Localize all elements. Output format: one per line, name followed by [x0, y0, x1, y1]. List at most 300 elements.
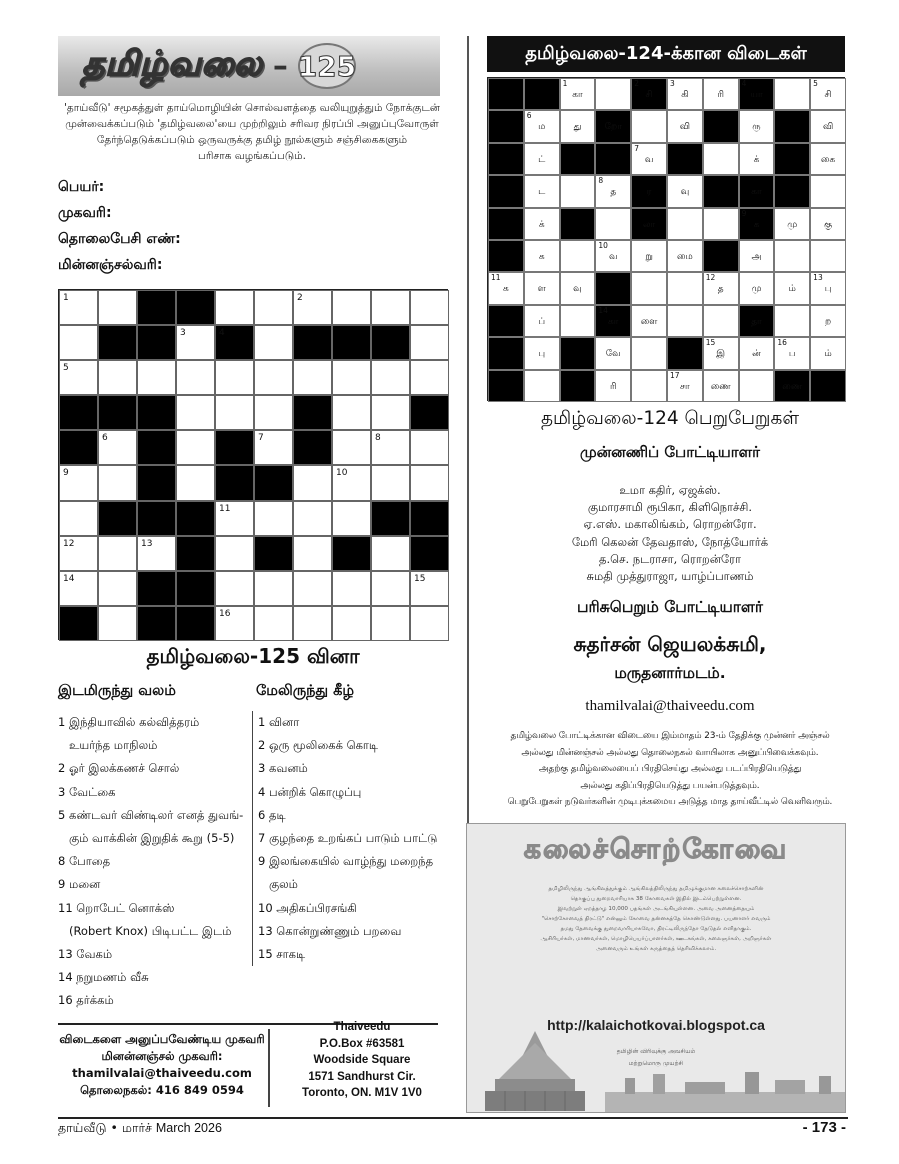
answer-letter: கை [820, 154, 836, 165]
grid-cell-black [98, 501, 137, 536]
grid-cell[interactable] [371, 606, 410, 641]
grid-cell-black [410, 536, 449, 571]
down-clue: 13 கொன்றுண்ணும் பறவை [258, 923, 402, 938]
ad-tagline: தமிழின் விரிவுக்கு அவசியம் [616, 1048, 696, 1055]
answer-cell-black [595, 272, 631, 304]
grid-cell[interactable] [215, 290, 254, 325]
answer-cell-black [774, 143, 810, 175]
grid-cell[interactable] [59, 536, 98, 571]
answer-cell [810, 337, 846, 369]
grid-cell[interactable] [293, 606, 332, 641]
intro-line: 'தாய்வீடு' சமூகத்துள் தாய்மொழியின் சொல்வளத்தை வலியுறுத்தும் நோக்குடன் [64, 102, 440, 114]
answer-cell [595, 240, 631, 272]
ad-body-line: தமது தேவைக்கு துறைவாரியாகவோ, திரட்டிலிருந்தோ தேடுதல் எளிதாகும். [560, 926, 752, 932]
frontrunners-heading: முன்னணிப் போட்டியாளர் [579, 443, 761, 461]
footer-divider [58, 1117, 848, 1119]
across-clue: 8 போதை [58, 854, 111, 869]
answer-letter: க [753, 219, 760, 230]
answer-cell [524, 272, 560, 304]
answer-letter: ன் [752, 349, 761, 360]
grid-cell[interactable] [410, 360, 449, 395]
grid-cell-black [176, 290, 215, 325]
grid-cell[interactable] [254, 571, 293, 606]
answer-letter: து [573, 122, 582, 133]
across-clue: (Robert Knox) பிடிபட்ட இடம் [58, 923, 232, 938]
grid-cell[interactable] [98, 571, 137, 606]
answer-cell [488, 272, 524, 304]
grid-cell[interactable] [59, 360, 98, 395]
answer-cell [595, 208, 631, 240]
clue-number: 13 [141, 538, 153, 549]
answer-letter: ரி [610, 381, 617, 392]
answer-cell [524, 143, 560, 175]
answer-cell [595, 370, 631, 402]
answer-cell-black [560, 337, 596, 369]
answer-number: 16 [777, 338, 787, 348]
grid-cell-black [332, 536, 371, 571]
down-clue: 6 தடி [258, 807, 286, 822]
grid-cell[interactable] [98, 360, 137, 395]
ad-body [497, 884, 815, 954]
answer-letter: மு [787, 219, 798, 230]
answer-letter: கா [608, 316, 619, 327]
page-number: - 173 - [802, 1119, 846, 1136]
answer-cell-black [631, 78, 667, 110]
prize-winner-place: மருதனார்மடம். [614, 664, 726, 682]
across-clue: 9 மனை [58, 877, 101, 892]
grid-cell[interactable] [371, 571, 410, 606]
answer-cell-black [595, 143, 631, 175]
answer-cell-black [488, 208, 524, 240]
answer-letter: மு [751, 284, 762, 295]
grid-cell[interactable] [98, 290, 137, 325]
grid-cell[interactable] [371, 290, 410, 325]
answer-letter: சி [645, 90, 653, 100]
answer-number: 10 [598, 240, 608, 250]
ad-url-link[interactable]: http://kalaichotkovai.blogspot.ca [547, 1017, 765, 1033]
answer-cell-black [560, 370, 596, 402]
grid-cell[interactable] [410, 325, 449, 360]
answer-letter: சி [824, 90, 832, 100]
answer-cell-black [739, 78, 775, 110]
note-line: அதற்கு தமிழ்வலையைப் பிரதிசெய்து அல்லது படப்பிரதியெடுத்து [538, 764, 802, 774]
grid-cell[interactable] [410, 430, 449, 465]
answer-cell [810, 240, 846, 272]
answer-letter: று [645, 251, 653, 262]
answer-cell [739, 337, 775, 369]
grid-cell[interactable] [332, 430, 371, 465]
answer-cell [595, 78, 631, 110]
grid-cell[interactable] [98, 536, 137, 571]
note-line: பெறுபேறுகள் நடுவர்களின் முடிபுக்கமைய அடுத்த மாத தாய்வீட்டில் வெளிவரும். [507, 797, 833, 807]
grid-cell[interactable] [254, 325, 293, 360]
submission-email[interactable]: thamilvalai@thaiveedu.com [72, 1066, 252, 1080]
answer-letter: ம் [788, 284, 796, 295]
across-clue: 5 கண்டவர் விண்டிலர் எனத் துவங்- [58, 807, 244, 822]
ad-body-line: தொகுப்பு துறைவாரியாக 38 கோவைகள் இதில் இடம்பெற்றுள்ளன. [570, 896, 742, 902]
answer-cell [703, 208, 739, 240]
answer-letter: க [503, 284, 509, 295]
answer-cell [524, 110, 560, 142]
answer-cell [524, 337, 560, 369]
grid-cell-black [98, 395, 137, 430]
grid-cell-black [410, 501, 449, 536]
grid-cell[interactable] [215, 360, 254, 395]
across-clue: 11 றொபேட் னொக்ஸ் [58, 900, 175, 915]
magazine-name: தாய்வீடு [58, 1120, 107, 1135]
grid-cell[interactable] [59, 465, 98, 500]
answer-cell [631, 305, 667, 337]
answer-cell-black [739, 175, 775, 207]
grid-cell-black [371, 501, 410, 536]
prize-winner-heading: பரிசுபெறும் போட்டியாளர் [576, 598, 763, 616]
results-title: தமிழ்வலை-124 பெறுபேறுகள் [540, 408, 800, 429]
ad-body-line: ஆசிரியர்கள், மாணவர்கள், மொழிபெயர்ப்பாளர்கள், ஊடகங்கள், கலைஞர்கள், அறிஞர்கள் [540, 936, 772, 942]
grid-cell[interactable] [98, 606, 137, 641]
answer-cell [774, 305, 810, 337]
answer-grid [487, 77, 845, 401]
grid-cell[interactable] [332, 606, 371, 641]
grid-cell[interactable] [332, 501, 371, 536]
answer-cell [667, 175, 703, 207]
answer-cell [524, 175, 560, 207]
grid-cell[interactable] [215, 606, 254, 641]
grid-cell[interactable] [293, 501, 332, 536]
grid-cell[interactable] [176, 395, 215, 430]
answer-letter: வு [573, 284, 582, 295]
answer-cell [560, 272, 596, 304]
note-line: அல்லது மின்னஞ்சல் அல்லது தொலைநகல் வாயிலாக அனுப்பிவைக்கவும். [521, 747, 819, 758]
answer-cell [560, 240, 596, 272]
answer-cell [631, 143, 667, 175]
answer-letter: க [538, 251, 545, 262]
grid-cell[interactable] [254, 606, 293, 641]
grid-cell[interactable] [137, 360, 176, 395]
bullet: • [110, 1120, 118, 1135]
grid-cell-black [176, 571, 215, 606]
grid-cell[interactable] [332, 571, 371, 606]
month-tamil: மார்ச் [121, 1120, 152, 1135]
crossword-grid [58, 289, 448, 640]
ruins-illustration [605, 1064, 845, 1112]
grid-cell[interactable] [371, 430, 410, 465]
answer-cell [667, 240, 703, 272]
grid-cell[interactable] [410, 290, 449, 325]
logo-number-badge: 125 [298, 43, 356, 89]
advertisement[interactable] [466, 823, 846, 1113]
answer-cell-black [703, 175, 739, 207]
answer-letter: க் [538, 219, 545, 230]
answer-cell [524, 305, 560, 337]
logo-text: தமிழ்வலை [82, 44, 263, 84]
grid-cell[interactable] [176, 465, 215, 500]
across-clue-list [58, 711, 250, 1013]
grid-cell[interactable] [98, 465, 137, 500]
frontrunner-name: ஏ.எஸ். மகாலிங்கம், ரொறன்ரோ. [583, 517, 757, 532]
answer-letter: வி [822, 122, 834, 133]
grid-cell[interactable] [332, 360, 371, 395]
grid-cell[interactable] [293, 290, 332, 325]
grid-cell[interactable] [59, 290, 98, 325]
grid-cell[interactable] [215, 395, 254, 430]
answer-letter: த [610, 187, 617, 198]
down-clue: குலம் [258, 877, 298, 892]
across-clue: 3 வேட்கை [58, 784, 116, 799]
answer-cell [631, 370, 667, 402]
submission-email-label: மினன்னஞ்சல் முகவரி: [101, 1049, 223, 1063]
contact-email[interactable]: thamilvalai@thaiveedu.com [585, 698, 755, 714]
grid-cell[interactable] [254, 501, 293, 536]
answer-cell-black [810, 370, 846, 402]
ad-body-line: இவற்றுள் ஏறத்தாழ 10,000 பதங்கள் அடங்கியுள்ளன. அவை அனைத்தையும் [557, 906, 755, 912]
grid-cell-black [137, 606, 176, 641]
answer-letter: ட் [538, 154, 546, 165]
answer-cell [810, 208, 846, 240]
grid-cell[interactable] [293, 536, 332, 571]
answer-cell [667, 78, 703, 110]
grid-cell[interactable] [332, 465, 371, 500]
clue-number: 16 [219, 608, 231, 619]
answer-cell-black [488, 110, 524, 142]
answer-cell-black [774, 175, 810, 207]
down-heading: மேலிருந்து கீழ் [256, 683, 355, 699]
answer-cell [667, 110, 703, 142]
email-field-label[interactable]: மின்னஞ்சல்வரி: [58, 257, 163, 273]
grid-cell[interactable] [371, 360, 410, 395]
answer-letter: அ [751, 251, 762, 262]
grid-cell-black [254, 465, 293, 500]
answer-cell [667, 208, 703, 240]
grid-cell[interactable] [59, 571, 98, 606]
answer-letter: ற [825, 316, 832, 327]
answer-cell [703, 370, 739, 402]
answer-cell-black [488, 143, 524, 175]
answer-letter: ட [538, 187, 546, 198]
answer-cell [774, 78, 810, 110]
answer-cell-black [631, 208, 667, 240]
answer-cell-black [703, 110, 739, 142]
frontrunner-name: உமா கதிர், ஏஜக்ஸ். [619, 483, 721, 497]
answer-letter: ரு [752, 122, 761, 133]
ad-body-line: அனைவரும் உங்கள் கருத்தைத் தெரிவிக்கலாம். [595, 946, 717, 952]
grid-cell-black [332, 325, 371, 360]
answer-letter: வே [605, 349, 621, 360]
answer-cell [703, 143, 739, 175]
answer-number: 17 [669, 370, 680, 380]
answer-cell-black [774, 110, 810, 142]
answer-cell [774, 240, 810, 272]
answer-number: 1 [562, 79, 568, 88]
answer-cell [560, 78, 596, 110]
grid-cell-black [137, 571, 176, 606]
grid-cell[interactable] [59, 501, 98, 536]
month-english: March 2026 [155, 1121, 222, 1135]
answer-number: 12 [705, 273, 716, 283]
answer-cell-black [631, 175, 667, 207]
grid-cell[interactable] [176, 430, 215, 465]
answer-letter: த [717, 284, 724, 295]
grid-cell[interactable] [410, 606, 449, 641]
answer-letter: லா [642, 219, 656, 230]
answer-cell-black [595, 305, 631, 337]
grid-cell[interactable] [59, 325, 98, 360]
note-line: தமிழ்வலை போட்டிக்கான விடையை இம்மாதம் 23-ம் தேதிக்கு முன்னர் அஞ்சல் [510, 731, 830, 741]
down-clue: 15 சாகடி [258, 947, 306, 962]
answer-letter: ளை [640, 316, 658, 327]
grid-cell[interactable] [332, 395, 371, 430]
grid-cell[interactable] [254, 290, 293, 325]
answer-cell [524, 208, 560, 240]
submission-fax: தொலைநகல்: 416 849 0594 [80, 1083, 244, 1097]
clue-number: 14 [63, 573, 75, 584]
grid-cell[interactable] [254, 430, 293, 465]
note-line: அல்லது கதிப்பிரதியெடுத்து பயன்படுத்தவும். [580, 780, 760, 791]
across-heading: இடமிருந்து வலம் [58, 683, 176, 699]
grid-cell[interactable] [293, 571, 332, 606]
answer-cell [739, 240, 775, 272]
grid-cell[interactable] [98, 430, 137, 465]
answer-letter: யா [750, 90, 763, 100]
answer-cell [739, 272, 775, 304]
across-clue: 2 ஓர் இலக்கணச் சொல் [58, 761, 180, 776]
grid-cell[interactable] [137, 536, 176, 571]
answer-cell [774, 272, 810, 304]
clue-number: 6 [102, 433, 108, 444]
answer-letter: ரி [717, 90, 724, 100]
intro-line: முன்வைக்கப்படும் 'தமிழ்வலை'யை முற்றிலும் சரிவர நிரப்பி அனுப்புவோருள் [65, 118, 439, 130]
grid-cell-black [215, 430, 254, 465]
answer-letter: இ [716, 349, 726, 360]
answer-letter: வி [679, 122, 690, 133]
clue-number: 1 [63, 293, 69, 303]
across-clue: 13 வேகம் [58, 947, 113, 962]
grid-cell[interactable] [371, 536, 410, 571]
answer-letter: ணை [782, 381, 803, 392]
grid-cell[interactable] [293, 465, 332, 500]
answer-cell [703, 78, 739, 110]
frontrunner-name: சுமதி முத்துராஜா, யாழ்ப்பாணம் [586, 569, 754, 584]
clue-number: 9 [63, 468, 69, 479]
postal-line: P.O.Box #63581 [319, 1037, 405, 1050]
grid-cell-black [137, 465, 176, 500]
grid-cell[interactable] [176, 325, 215, 360]
temple-illustration [475, 1029, 595, 1111]
clue-number: 4 [219, 328, 225, 339]
grid-cell[interactable] [215, 536, 254, 571]
submission-heading: விடைகளை அனுப்பவேண்டிய முகவரி [59, 1032, 265, 1046]
frontrunners-list [470, 482, 870, 585]
answer-letter: பு [824, 284, 832, 295]
answers-banner: தமிழ்வலை-124-க்கான விடைகள் [487, 36, 845, 72]
clue-number: 12 [63, 538, 75, 549]
answer-cell [774, 208, 810, 240]
footer-publication [58, 1120, 222, 1137]
clue-number: 3 [180, 328, 186, 339]
grid-cell[interactable] [254, 360, 293, 395]
grid-cell[interactable] [410, 465, 449, 500]
answer-cell-black [524, 78, 560, 110]
answer-cell [810, 305, 846, 337]
grid-cell-black [371, 325, 410, 360]
grid-cell[interactable] [410, 571, 449, 606]
answer-number: 15 [705, 338, 716, 348]
grid-cell[interactable] [215, 571, 254, 606]
answer-number: 11 [491, 273, 501, 283]
grid-cell[interactable] [215, 501, 254, 536]
answer-cell [810, 110, 846, 142]
answer-number: 14 [598, 305, 608, 315]
answer-letter: ம் [824, 349, 832, 360]
grid-cell-black [293, 325, 332, 360]
phone-field-label[interactable]: தொலைபேசி எண்: [58, 231, 181, 247]
answer-cell [703, 337, 739, 369]
intro-paragraph [58, 100, 446, 164]
answer-cell-black [739, 305, 775, 337]
across-clue: 14 நறுமணம் வீசு [58, 970, 149, 985]
answer-letter: ப் [538, 316, 546, 327]
clue-number: 2 [297, 293, 303, 303]
name-field-label[interactable]: பெயர்: [58, 179, 105, 195]
postal-line: Thaiveedu [333, 1021, 391, 1033]
clue-number: 8 [375, 433, 381, 444]
answer-number: 9 [741, 208, 747, 218]
divider [268, 1029, 270, 1107]
answer-cell [739, 110, 775, 142]
answer-cell [560, 175, 596, 207]
answer-letter: கா [751, 187, 762, 198]
answer-cell [560, 110, 596, 142]
across-clue: கும் வாக்கின் இறுதிக் கூறு (5-5) [58, 831, 235, 846]
clue-number: 7 [258, 433, 264, 444]
grid-cell-black [59, 395, 98, 430]
answer-number: 3 [669, 79, 675, 88]
across-clue: 1 இந்தியாவில் கல்வித்தரம் [58, 715, 200, 729]
answer-cell-black [560, 143, 596, 175]
answer-cell [703, 305, 739, 337]
grid-cell[interactable] [293, 360, 332, 395]
down-clue-list [252, 711, 452, 966]
grid-cell-black [137, 325, 176, 360]
grid-cell-black [137, 395, 176, 430]
answer-cell [631, 272, 667, 304]
grid-cell[interactable] [371, 395, 410, 430]
grid-cell[interactable] [332, 290, 371, 325]
answer-number: 4 [741, 79, 747, 88]
grid-cell-black [215, 325, 254, 360]
intro-line: பரிசாக வழங்கப்படும். [198, 150, 306, 162]
puzzle-logo [58, 36, 440, 96]
answer-cell-black [488, 240, 524, 272]
grid-cell-black [176, 501, 215, 536]
down-clue: 9 இலங்கையில் வாழ்ந்து மறைந்த [258, 854, 434, 869]
grid-cell[interactable] [371, 465, 410, 500]
postal-address [278, 1019, 446, 1102]
answer-cell [667, 272, 703, 304]
grid-cell[interactable] [254, 395, 293, 430]
grid-cell[interactable] [176, 360, 215, 395]
grid-cell-black [59, 430, 98, 465]
instructions-note [480, 728, 860, 811]
grid-cell-black [293, 395, 332, 430]
grid-cell-black [137, 430, 176, 465]
postal-line: Woodside Square [313, 1054, 411, 1066]
clue-number: 5 [63, 363, 69, 374]
answer-cell [667, 305, 703, 337]
clue-number: 11 [219, 503, 231, 514]
across-clue: 16 தர்க்கம் [58, 993, 114, 1008]
address-field-label[interactable]: முகவரி: [58, 205, 112, 221]
answer-number: 7 [634, 143, 639, 153]
